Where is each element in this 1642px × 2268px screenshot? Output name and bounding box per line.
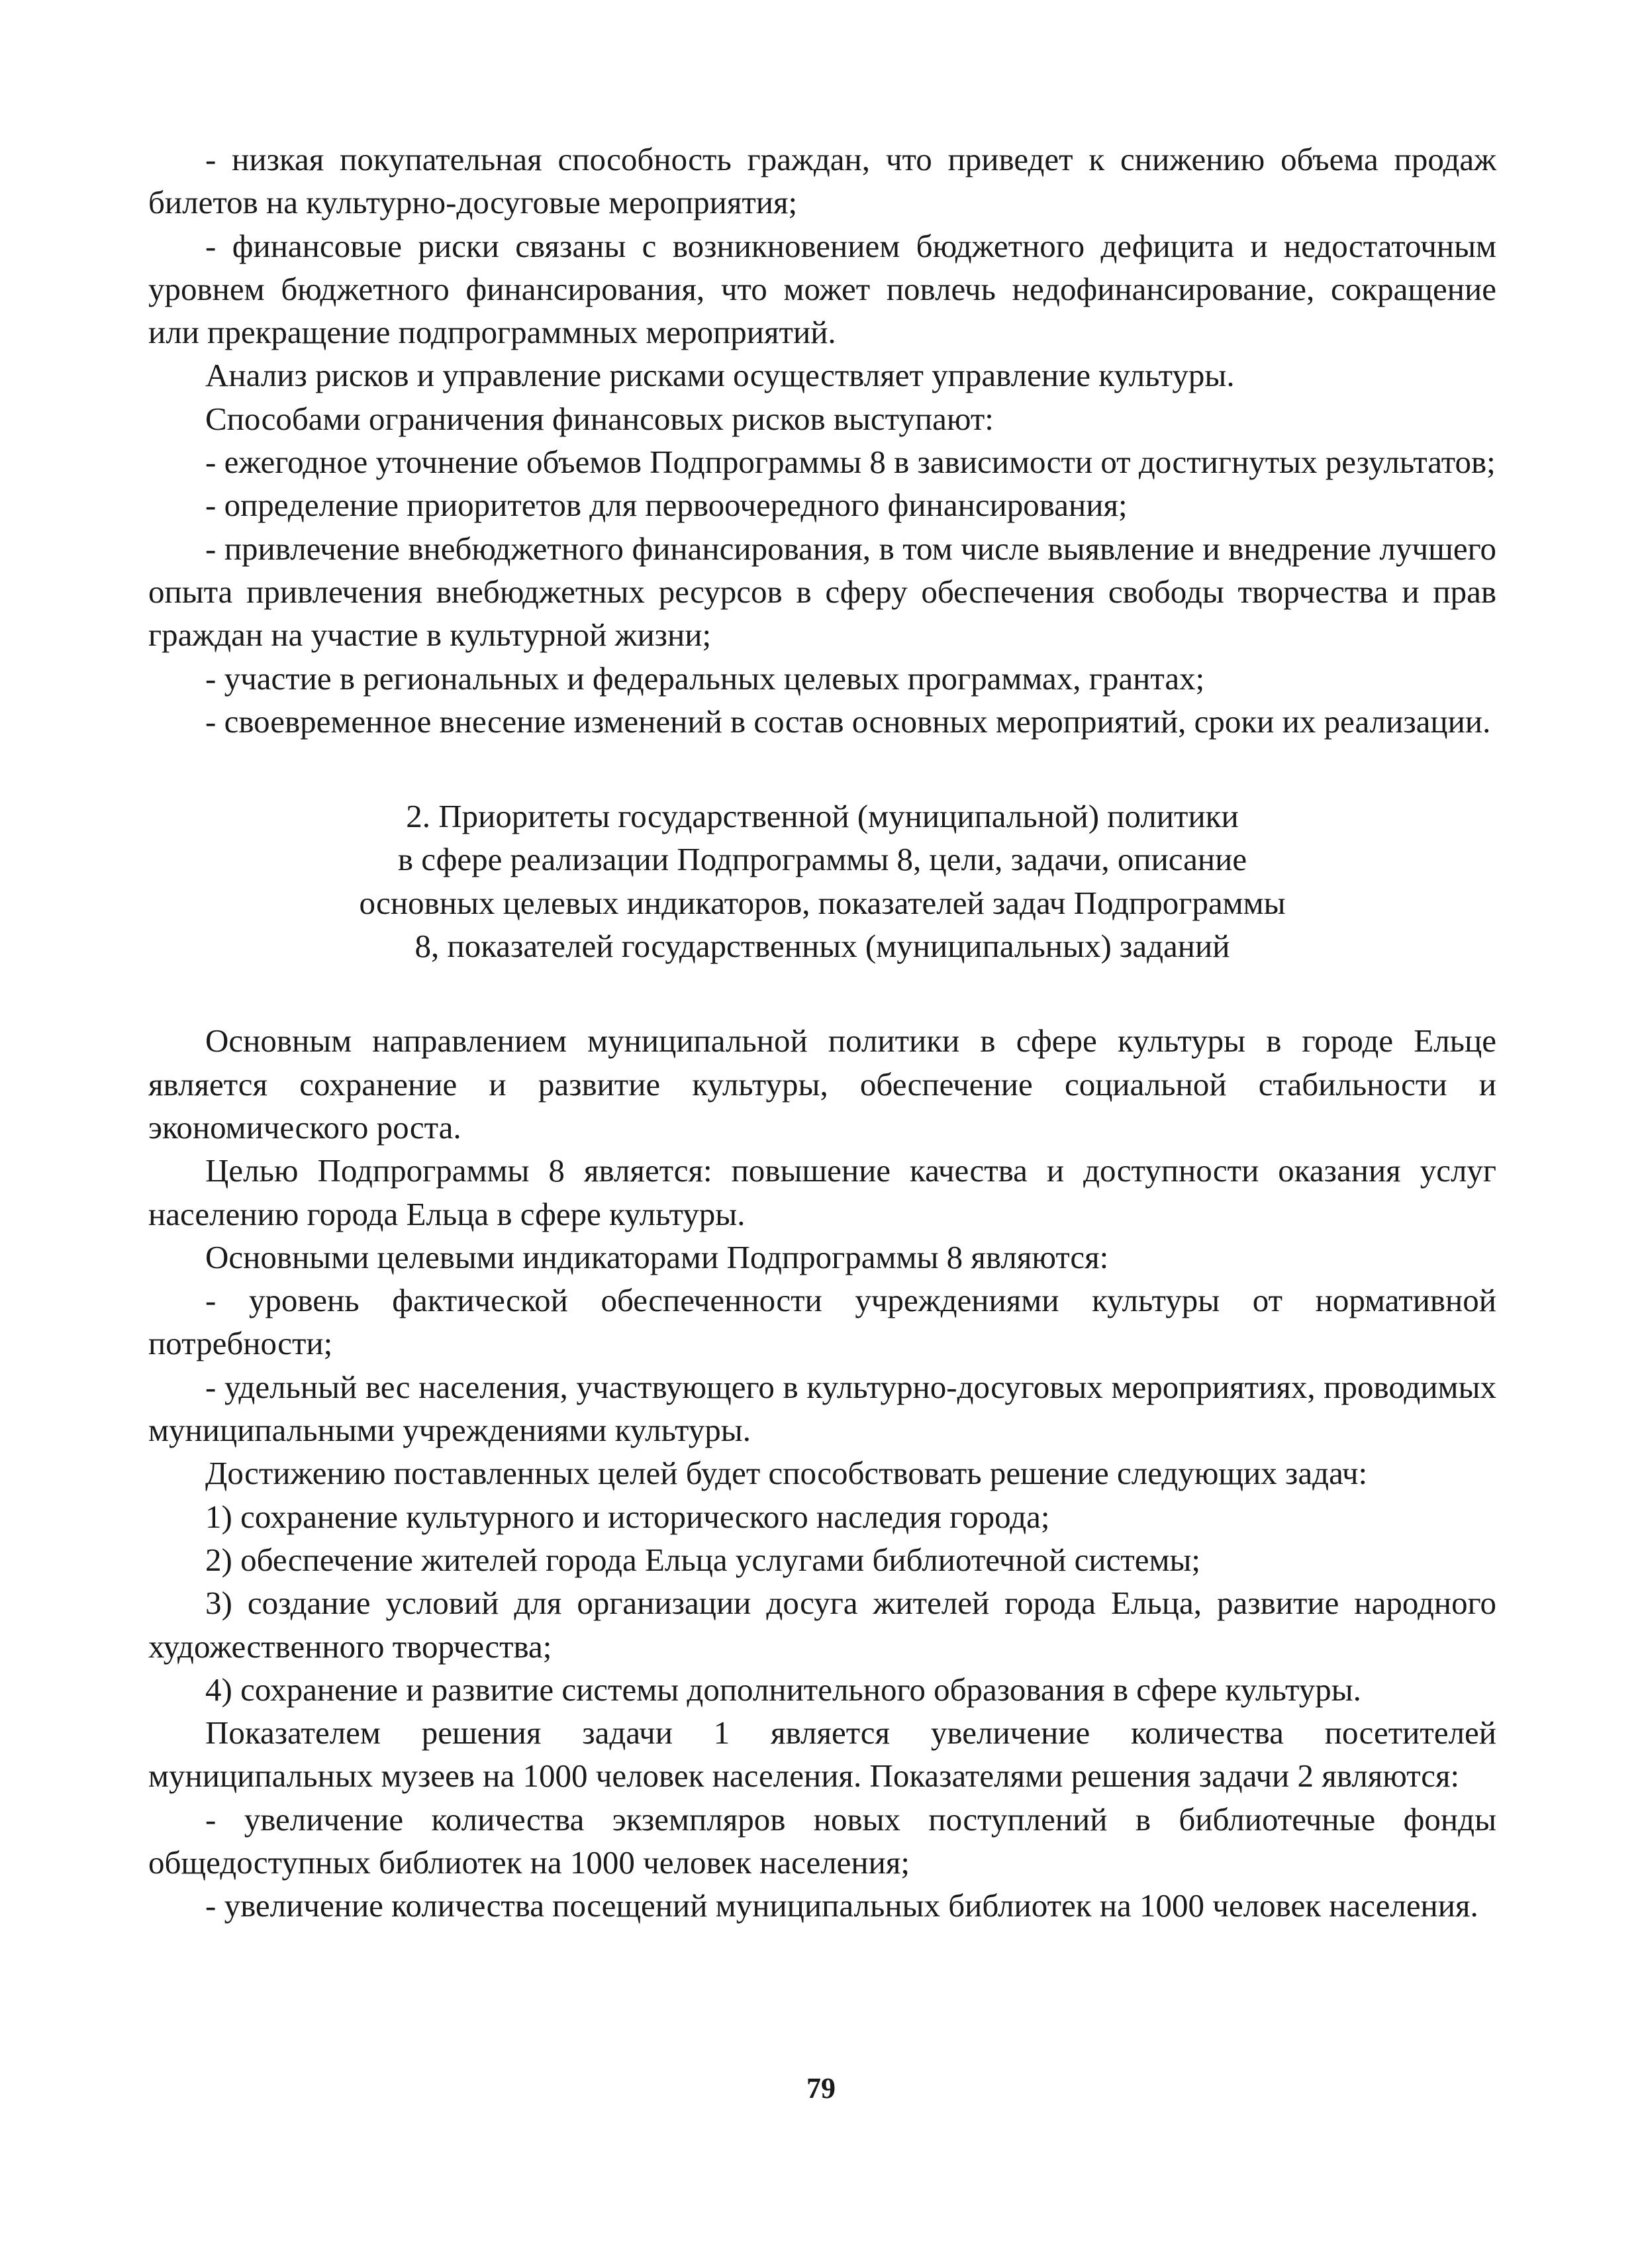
heading-line: 8, показателей государственных (муниципальных) заданий <box>414 928 1230 965</box>
paragraph: Основным направлением муниципальной политики в сфере культуры в городе Ельце является сохранение и развитие культуры, обеспечение социальной стабильности и экономического роста. <box>148 1022 1496 1146</box>
document-page <box>148 138 1496 1928</box>
heading-line: в сфере реализации Подпрограммы 8, цели, задачи, описание <box>397 841 1247 878</box>
paragraph: - увеличение количества посещений муниципальных библиотек на 1000 человек населения. <box>205 1887 1478 1924</box>
heading-line: основных целевых индикаторов, показателей задач Подпрограммы <box>359 884 1286 921</box>
paragraph: Показателем решения задачи 1 является увеличение количества посетителей муниципальных музеев на 1000 человек населения. Показателями решения задачи 2 являются: <box>148 1714 1496 1795</box>
paragraph: 2) обеспечение жителей города Ельца услугами библиотечной системы; <box>205 1541 1201 1578</box>
paragraph: 4) сохранение и развитие системы дополнительного образования в сфере культуры. <box>205 1671 1361 1708</box>
paragraph: 3) создание условий для организации досуга жителей города Ельца, развитие народного художественного творчества; <box>148 1585 1496 1665</box>
heading-line: 2. Приоритеты государственной (муниципальной) политики <box>406 798 1239 835</box>
page-number: 79 <box>806 2072 836 2104</box>
paragraph: - финансовые риски связаны с возникновением бюджетного дефицита и недостаточным уровнем бюджетного финансирования, что может повлечь недофинансирование, сокращение или прекращение подпрограммных мероприятий. <box>148 227 1496 351</box>
paragraph: - привлечение внебюджетного финансирования, в том числе выявление и внедрение лучшего опыта привлечения внебюджетных ресурсов в сферу обеспечения свободы творчества и прав граждан на участие в культурной жизни; <box>148 530 1496 654</box>
paragraph: - удельный вес населения, участвующего в культурно-досуговых мероприятиях, проводимых муниципальными учреждениями культуры. <box>148 1368 1496 1449</box>
paragraph: Основными целевыми индикаторами Подпрограммы 8 являются: <box>205 1238 1109 1275</box>
paragraph: - ежегодное уточнение объемов Подпрограммы 8 в зависимости от достигнутых результатов; <box>205 444 1496 481</box>
paragraph: - участие в региональных и федеральных целевых программах, грантах; <box>205 660 1205 697</box>
paragraph: - низкая покупательная способность граждан, что приведет к снижению объема продаж билетов на культурно-досуговые мероприятия; <box>148 141 1496 221</box>
paragraph: - своевременное внесение изменений в состав основных мероприятий, сроки их реализации. <box>205 703 1491 740</box>
paragraph: - увеличение количества экземпляров новых поступлений в библиотечные фонды общедоступных библиотек на 1000 человек населения; <box>148 1800 1496 1881</box>
priorities-section <box>148 1019 1496 1927</box>
paragraph: Целью Подпрограммы 8 является: повышение качества и доступности оказания услуг населению города Ельца в сфере культуры. <box>148 1152 1496 1232</box>
paragraph: Способами ограничения финансовых рисков выступают: <box>205 400 994 437</box>
paragraph: Достижению поставленных целей будет способствовать решение следующих задач: <box>205 1455 1368 1492</box>
paragraph: Анализ рисков и управление рисками осуществляет управление культуры. <box>205 357 1235 394</box>
paragraph: - определение приоритетов для первоочередного финансирования; <box>205 487 1128 524</box>
paragraph: 1) сохранение культурного и исторического наследия города; <box>205 1498 1050 1535</box>
paragraph: - уровень фактической обеспеченности учреждениями культуры от нормативной потребности; <box>148 1282 1496 1362</box>
section-heading <box>148 795 1496 967</box>
risk-section <box>148 138 1496 743</box>
